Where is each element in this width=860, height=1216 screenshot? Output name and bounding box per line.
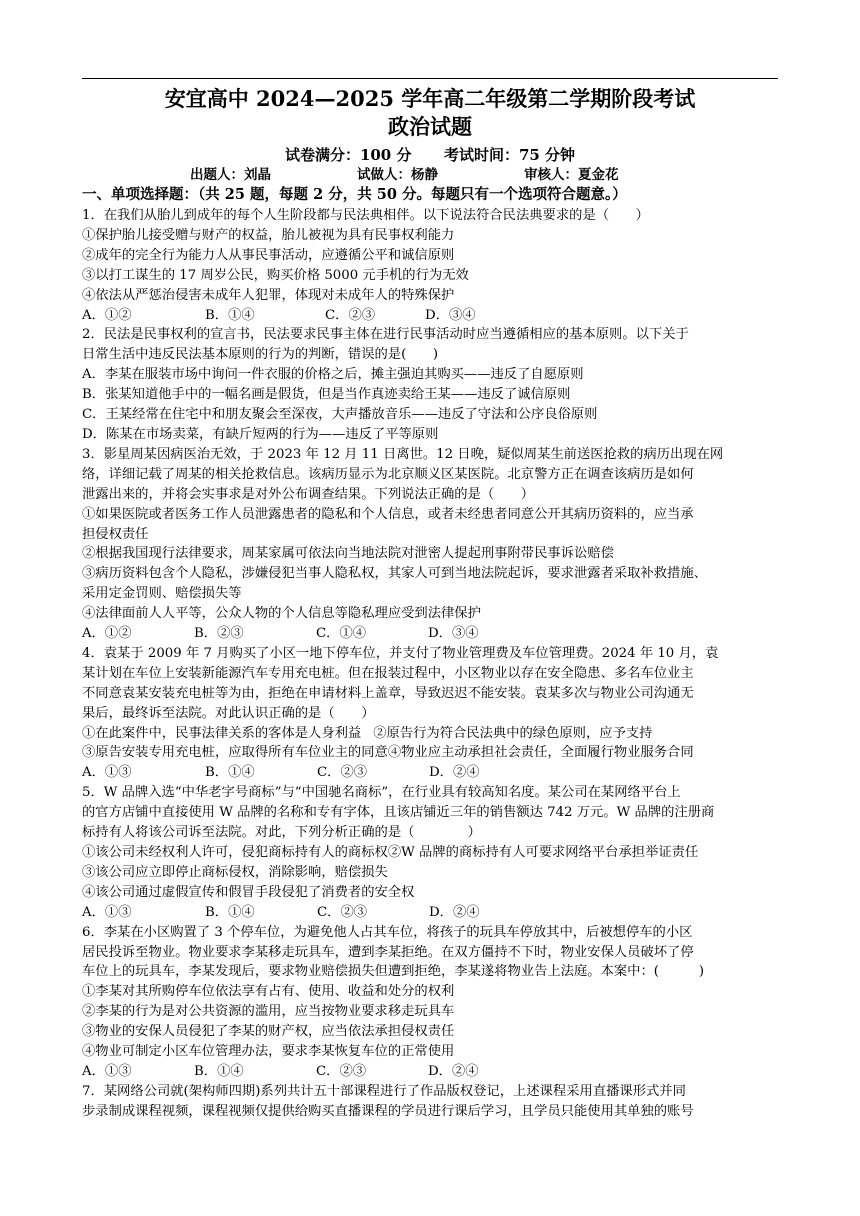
statement-1: ①保护胎儿接受赠与财产的权益，胎儿被视为具有民事权利能力 xyxy=(82,227,455,243)
answer-options xyxy=(82,624,782,644)
question-2 xyxy=(82,325,782,444)
statement-4: ④物业可制定小区车位管理办法，要求李某恢复车位的正常使用 xyxy=(82,1044,455,1060)
question-6 xyxy=(82,923,782,1082)
statement-2: ②成年的完全行为能力人从事民事活动，应遵循公平和诚信原则 xyxy=(82,247,455,263)
statement-2: ②根据我国现行法律要求，周某家属可依法向当地法院对泄密人提起刑事附带民事诉讼赔偿 xyxy=(82,546,614,562)
question-stem-cont: 络，详细记载了周某的相关抢救信息。该病历显示为北京顺义区某医院。北京警方正在调查该病历是如何 xyxy=(82,466,694,482)
statement-1-cont: 担侵权责任 xyxy=(82,526,149,542)
statement-2: ②李某的行为是对公共资源的滥用，应当按物业要求移走玩具车 xyxy=(82,1004,455,1020)
option-b[interactable]: B．①④ xyxy=(205,765,255,781)
top-rule xyxy=(82,78,778,79)
question-stem-cont: 泄露出来的，并将会实事求是对外公布调查结果。下列说法正确的是（ ） xyxy=(82,486,535,502)
statement-4: ④物业应主动承担社会责任，全面履行物业服务合同 xyxy=(387,745,694,761)
statement-4: ④依法从严惩治侵害未成年人犯罪，体现对未成年人的特殊保护 xyxy=(82,287,455,303)
exam-content xyxy=(82,184,782,1122)
question-1 xyxy=(82,206,782,325)
option-d[interactable]: D．②④ xyxy=(429,904,480,920)
exam-title: 安宜高中 2024—2025 学年高二年级第二学期阶段考试 xyxy=(164,86,696,111)
option-b[interactable]: B．①④ xyxy=(194,1063,244,1079)
question-stem-cont: 日常生活中违反民法基本原则的行为的判断，错误的是( ) xyxy=(82,347,439,363)
statements-1-2 xyxy=(82,843,782,863)
question-7 xyxy=(82,1082,782,1122)
question-stem-cont: 步录制成课程视频，课程视频仅提供给购买直播课程的学员进行课后学习，且学员只能使用其单独的账号 xyxy=(82,1103,694,1119)
option-a[interactable]: A．①③ xyxy=(82,904,132,920)
question-stem: 4．袁某于 2009 年 7 月购买了小区一地下停车位，并支付了物业管理费及车位管理费。2024 年 10 月，袁 xyxy=(82,645,719,661)
question-4 xyxy=(82,644,782,783)
question-stem-cont: 某计划在车位上安装新能源汽车专用充电桩。但在报装过程中，小区物业以存在安全隐患、多名车位业主 xyxy=(82,665,694,681)
option-c[interactable]: C．②③ xyxy=(317,904,368,920)
section-heading: 一、单项选择题：（共 25 题，每题 2 分，共 50 分。每题只有一个选项符合题意。） xyxy=(82,186,627,203)
question-stem-cont: 不同意袁某安装充电桩等为由，拒绝在申请材料上盖章，导致迟迟不能安装。袁某多次与物业公司沟通无 xyxy=(82,685,694,701)
option-a[interactable]: A．①② xyxy=(82,307,132,323)
option-d[interactable]: D．③④ xyxy=(425,307,476,323)
statements-3-4 xyxy=(82,743,782,763)
answer-options xyxy=(82,1062,782,1082)
statement-1: ①李某对其所购停车位依法享有占有、使用、收益和处分的权利 xyxy=(82,984,455,1000)
setter: 出题人：刘晶 xyxy=(190,167,271,183)
question-stem: 5．W 品牌入选“中华老字号商标”与“中国驰名商标”，在行业具有较高知名度。某公司在某网络平台上 xyxy=(82,785,681,801)
question-stem: 3．影星周某因病医治无效，于 2023 年 12 月 11 日离世。12 日晚，疑似周某生前送医抢救的病历出现在网 xyxy=(82,446,724,462)
statement-4: ④法律面前人人平等，公众人物的个人信息等隐私理应受到法律保护 xyxy=(82,606,481,622)
question-stem: 2．民法是民事权利的宣言书，民法要求民事主体在进行民事活动时应当遵循相应的基本原则。以下关于 xyxy=(82,327,689,343)
option-c[interactable]: C．王某经常在住宅中和朋友聚会至深夜，大声播放音乐——违反了守法和公序良俗原则 xyxy=(82,407,598,423)
question-stem-cont: 标持有人将该公司诉至法院。对此，下列分析正确的是（ ） xyxy=(82,825,481,841)
question-3 xyxy=(82,445,782,644)
subject-title: 政治试题 xyxy=(388,114,472,139)
option-b[interactable]: B．①④ xyxy=(205,904,255,920)
option-c[interactable]: C．①④ xyxy=(316,626,367,642)
option-c[interactable]: C．②③ xyxy=(317,765,368,781)
statement-3: ③物业的安保人员侵犯了李某的财产权，应当依法承担侵权责任 xyxy=(82,1024,455,1040)
answer-options xyxy=(82,763,782,783)
option-c[interactable]: C．②③ xyxy=(316,1063,367,1079)
statement-1: ①如果医院或者医务工作人员泄露患者的隐私和个人信息，或者未经患者同意公开其病历资料的，应当承 xyxy=(82,506,694,522)
option-a[interactable]: A．①③ xyxy=(82,1063,132,1079)
statement-3: ③该公司应立即停止商标侵权，消除影响，赔偿损失 xyxy=(82,864,388,880)
question-stem-cont: 车位上的玩具车，李某发现后，要求物业赔偿损失但遭到拒绝，李某遂将物业告上法庭。本案中：( ) xyxy=(82,964,705,980)
statement-3-cont: 采用定金罚则、赔偿损失等 xyxy=(82,586,242,602)
option-a[interactable]: A．①② xyxy=(82,626,132,642)
reviewer: 审核人：夏金花 xyxy=(524,167,619,183)
exam-meta xyxy=(0,145,860,165)
full-score: 试卷满分：100 分 xyxy=(284,146,412,164)
question-stem: 1．在我们从胎儿到成年的每个人生阶段都与民法典相伴。以下说法符合民法典要求的是（ ） xyxy=(82,208,649,223)
question-5 xyxy=(82,783,782,922)
answer-options xyxy=(82,903,782,923)
statements-1-2 xyxy=(82,724,782,744)
statement-3: ③病历资料包含个人隐私，涉嫌侵犯当事人隐私权，其家人可到当地法院起诉，要求泄露者采取补救措施、 xyxy=(82,566,707,582)
statement-3: ③原告安装专用充电桩，应取得所有车位业主的同意 xyxy=(82,745,388,761)
answer-options xyxy=(82,306,782,326)
exam-time: 考试时间：75 分钟 xyxy=(443,146,576,164)
statement-2: ②W 品牌的商标持有人可要求网络平台承担举证责任 xyxy=(387,845,699,860)
question-stem-cont: 的官方店铺中直接使用 W 品牌的名称和专有字体，且该店铺近三年的销售额达 742 万元。W 品牌的注册商 xyxy=(82,805,715,821)
option-b[interactable]: B．②③ xyxy=(194,626,244,642)
question-stem: 6．李某在小区购置了 3 个停车位，为避免他人占其车位，将孩子的玩具车停放其中，后被想停车的小区 xyxy=(82,924,693,940)
option-d[interactable]: D．③④ xyxy=(428,626,479,642)
option-d[interactable]: D．陈某在市场卖菜，有缺斤短两的行为——违反了平等原则 xyxy=(82,426,439,442)
question-stem-cont: 果后，最终诉至法院。对此认识正确的是（ ） xyxy=(82,705,375,721)
option-a[interactable]: A．①③ xyxy=(82,765,132,781)
statement-4: ④该公司通过虚假宣传和假冒手段侵犯了消费者的安全权 xyxy=(82,884,415,900)
statement-1: ①该公司未经权利人许可，侵犯商标持有人的商标权 xyxy=(82,845,388,860)
option-a[interactable]: A．李某在服装市场中询问一件衣服的价格之后，摊主强迫其购买——违反了自愿原则 xyxy=(82,367,584,383)
option-d[interactable]: D．②④ xyxy=(429,765,480,781)
tester: 试做人：杨静 xyxy=(357,167,438,183)
statement-3: ③以打工谋生的 17 周岁公民，购买价格 5000 元手机的行为无效 xyxy=(82,267,469,283)
option-c[interactable]: C．②③ xyxy=(325,307,376,323)
option-b[interactable]: B．①④ xyxy=(205,307,255,323)
question-stem-cont: 居民投诉至物业。物业要求李某移走玩具车，遭到李某拒绝。在双方僵持不下时，物业安保人员破坏了停 xyxy=(82,944,694,960)
statement-1: ①在此案件中，民事法律关系的客体是人身利益 xyxy=(82,725,362,741)
question-stem: 7．某网络公司就(架构师四期)系列共计五十部课程进行了作品版权登记，上述课程采用直播课形式并同 xyxy=(82,1083,686,1099)
option-d[interactable]: D．②④ xyxy=(428,1063,479,1079)
option-b[interactable]: B．张某知道他手中的一幅名画是假货，但是当作真迹卖给王某——违反了诚信原则 xyxy=(82,387,571,403)
statement-2: ②原告行为符合民法典中的绿色原则，应予支持 xyxy=(373,725,653,741)
